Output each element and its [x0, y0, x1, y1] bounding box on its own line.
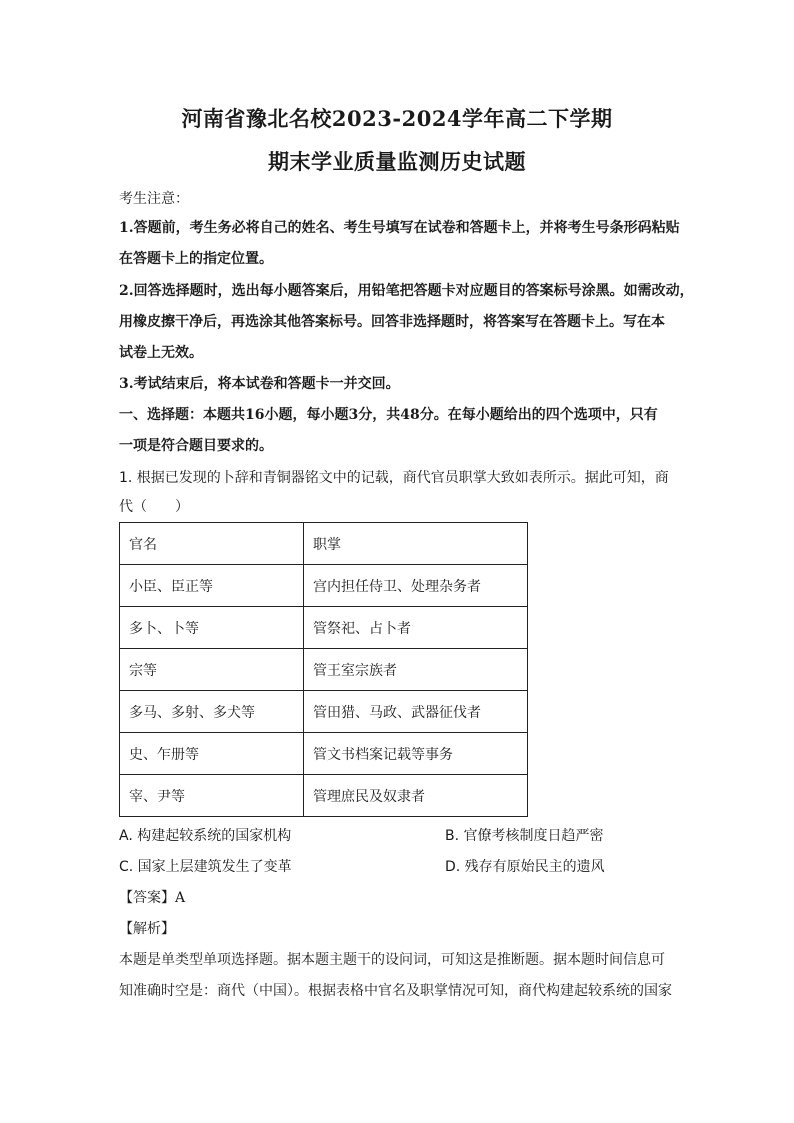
- exam-title-line-1: 河南省豫北名校2023-2024学年高二下学期: [181, 106, 613, 131]
- table-header-cell: 职掌: [304, 523, 528, 565]
- notice-item-2-line-2: 用橡皮擦干净后，再选涂其他答案标号。回答非选择题时，将答案写在答题卡上。写在本: [119, 314, 665, 330]
- table-row: [120, 607, 528, 649]
- notice-item-1-line-1: 1.答题前，考生务必将自己的姓名、考生号填写在试卷和答题卡上，并将考生号条形码粘贴: [119, 220, 680, 236]
- analysis-heading: 【解析】: [119, 921, 175, 937]
- table-cell-duty: 管王室宗族者: [304, 649, 528, 691]
- option-c: C. 国家上层建筑发生了变革: [119, 859, 292, 875]
- question-1-stem-line-1: 1. 根据已发现的卜辞和青铜器铭文中的记载，商代官员职掌大致如表所示。据此可知，商: [119, 470, 669, 486]
- exam-title-line-2: 期末学业质量监测历史试题: [268, 149, 526, 174]
- table-row: [120, 733, 528, 775]
- table-cell-duty: 管田猎、马政、武器征伐者: [304, 691, 528, 733]
- option-a: A. 构建起较系统的国家机构: [119, 828, 292, 844]
- table-cell-title: 多卜、卜等: [120, 607, 304, 649]
- table-cell-title: 多马、多射、多犬等: [120, 691, 304, 733]
- notice-item-2-line-1: 2.回答选择题时，选出每小题答案后，用铅笔把答题卡对应题目的答案标号涂黑。如需改动，: [119, 283, 694, 299]
- table-row: [120, 565, 528, 607]
- table-header-row: [120, 523, 528, 565]
- table-cell-title: 宗等: [120, 649, 304, 691]
- notice-item-2-line-3: 试卷上无效。: [119, 345, 203, 361]
- question-1-stem-line-2: 代（ ）: [119, 499, 189, 515]
- analysis-line-2: 知准确时空是：商代（中国）。根据表格中官名及职掌情况可知，商代构建起较系统的国家: [119, 983, 672, 999]
- option-b: B. 官僚考核制度日趋严密: [445, 828, 604, 844]
- table-cell-duty: 管文书档案记载等事务: [304, 733, 528, 775]
- table-cell-duty: 管祭祀、占卜者: [304, 607, 528, 649]
- table-cell-title: 史、乍册等: [120, 733, 304, 775]
- table-cell-duty: 宫内担任侍卫、处理杂务者: [304, 565, 528, 607]
- analysis-line-1: 本题是单类型单项选择题。据本题主题干的设问词，可知这是推断题。据本题时间信息可: [119, 952, 665, 968]
- section-instruction-line-2: 一项是符合题目要求的。: [119, 438, 273, 454]
- table-row: [120, 691, 528, 733]
- option-d: D. 残存有原始民主的遗风: [445, 859, 605, 875]
- notice-item-1-line-2: 在答题卡上的指定位置。: [119, 251, 273, 267]
- table-header-cell: 官名: [120, 523, 304, 565]
- table-cell-title: 小臣、臣正等: [120, 565, 304, 607]
- table-row: [120, 649, 528, 691]
- notice-heading: 考生注意：: [119, 191, 189, 207]
- table-row: [120, 775, 528, 817]
- notice-item-3: 3.考试结束后，将本试卷和答题卡一并交回。: [119, 376, 400, 392]
- answer-label: 【答案】A: [119, 890, 186, 906]
- table-cell-title: 宰、尹等: [120, 775, 304, 817]
- official-duties-table: [119, 522, 528, 817]
- section-instruction-line-1: 一、选择题：本题共16小题，每小题3分，共48分。在每小题给出的四个选项中，只有: [119, 407, 658, 423]
- table-cell-duty: 管理庶民及奴隶者: [304, 775, 528, 817]
